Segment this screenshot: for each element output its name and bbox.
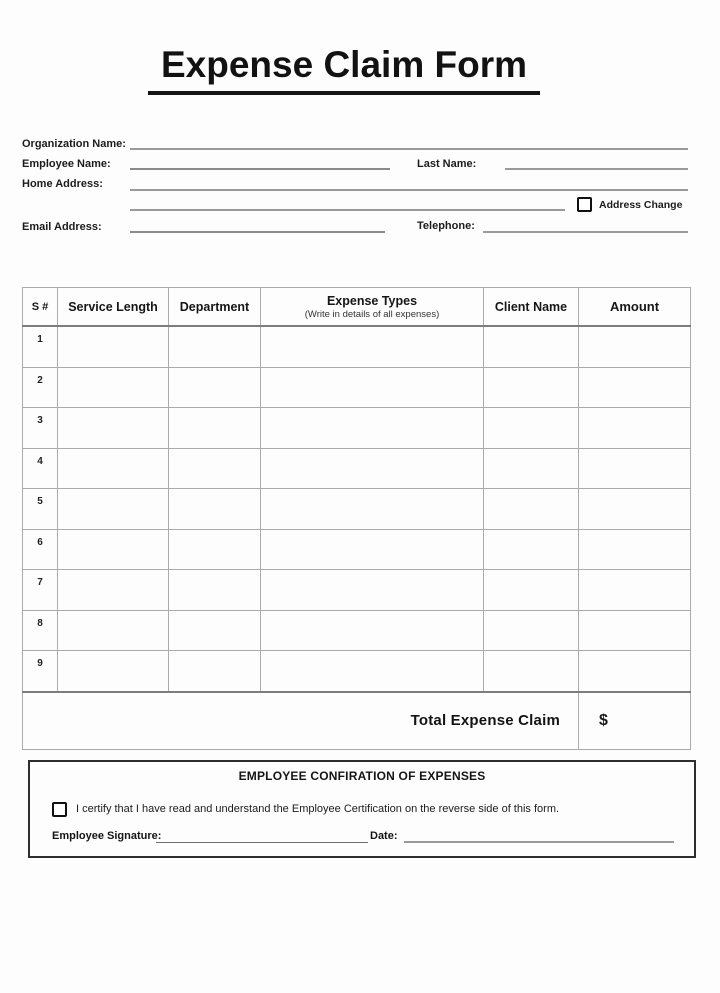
client-name-cell[interactable] <box>484 408 579 449</box>
expense-types-note: (Write in details of all expenses) <box>304 308 440 320</box>
table-row <box>23 610 691 651</box>
serial-cell: 6 <box>23 529 58 570</box>
service-length-cell[interactable] <box>58 651 169 692</box>
client-name-cell[interactable] <box>484 651 579 692</box>
service-length-cell[interactable] <box>58 489 169 530</box>
email-address-field-line[interactable] <box>130 231 385 233</box>
confirmation-title: EMPLOYEE CONFIRATION OF EXPENSES <box>238 769 486 783</box>
department-cell[interactable] <box>169 326 261 367</box>
amount-cell[interactable] <box>579 651 691 692</box>
last-name-field-line[interactable] <box>505 168 688 170</box>
table-row <box>23 570 691 611</box>
expense-types-cell[interactable] <box>261 529 484 570</box>
serial-cell: 2 <box>23 367 58 408</box>
col-header-client-name: Client Name <box>484 288 579 327</box>
expense-types-cell[interactable] <box>261 610 484 651</box>
employee-name-label: Employee Name: <box>22 158 111 170</box>
department-cell[interactable] <box>169 448 261 489</box>
service-length-cell[interactable] <box>58 448 169 489</box>
amount-cell[interactable] <box>579 326 691 367</box>
col-header-expense-types <box>261 288 484 327</box>
expense-types-title: Expense Types <box>326 293 418 308</box>
client-name-cell[interactable] <box>484 326 579 367</box>
table-row <box>23 448 691 489</box>
amount-cell[interactable] <box>579 367 691 408</box>
service-length-cell[interactable] <box>58 408 169 449</box>
service-length-cell[interactable] <box>58 529 169 570</box>
service-length-cell[interactable] <box>58 570 169 611</box>
expense-types-cell[interactable] <box>261 326 484 367</box>
department-cell[interactable] <box>169 529 261 570</box>
employee-name-field-line[interactable] <box>130 168 390 170</box>
department-cell[interactable] <box>169 651 261 692</box>
col-header-amount: Amount <box>579 288 691 327</box>
department-cell[interactable] <box>169 408 261 449</box>
date-label: Date: <box>370 830 398 842</box>
table-row <box>23 408 691 449</box>
serial-cell: 8 <box>23 610 58 651</box>
address-change-label: Address Change <box>599 199 683 211</box>
col-header-service-length: Service Length <box>58 288 169 327</box>
serial-cell: 9 <box>23 651 58 692</box>
organization-name-label: Organization Name: <box>22 138 126 150</box>
serial-cell: 4 <box>23 448 58 489</box>
expense-types-cell[interactable] <box>261 651 484 692</box>
telephone-field-line[interactable] <box>483 231 688 233</box>
address-change-checkbox[interactable] <box>577 197 592 212</box>
currency-symbol: $ <box>599 711 608 729</box>
client-name-cell[interactable] <box>484 610 579 651</box>
client-name-cell[interactable] <box>484 570 579 611</box>
date-field-line[interactable] <box>404 841 674 843</box>
organization-name-field-line[interactable] <box>130 148 688 150</box>
col-header-department: Department <box>169 288 261 327</box>
employee-confirmation-section <box>28 760 696 858</box>
expense-types-cell[interactable] <box>261 448 484 489</box>
expense-table <box>22 287 691 750</box>
amount-cell[interactable] <box>579 570 691 611</box>
amount-cell[interactable] <box>579 408 691 449</box>
client-name-cell[interactable] <box>484 489 579 530</box>
amount-cell[interactable] <box>579 448 691 489</box>
department-cell[interactable] <box>169 610 261 651</box>
total-row <box>23 692 691 750</box>
table-row <box>23 367 691 408</box>
serial-cell: 1 <box>23 326 58 367</box>
home-address-field-line[interactable] <box>130 189 688 191</box>
certify-statement: I certify that I have read and understand the Employee Certification on the reverse side of this form. <box>76 803 560 815</box>
telephone-label: Telephone: <box>417 220 475 232</box>
client-name-cell[interactable] <box>484 367 579 408</box>
table-row <box>23 651 691 692</box>
department-cell[interactable] <box>169 367 261 408</box>
expense-types-cell[interactable] <box>261 408 484 449</box>
service-length-cell[interactable] <box>58 367 169 408</box>
amount-cell[interactable] <box>579 529 691 570</box>
expense-types-cell[interactable] <box>261 489 484 530</box>
client-name-cell[interactable] <box>484 529 579 570</box>
department-cell[interactable] <box>169 570 261 611</box>
home-address-label: Home Address: <box>22 178 103 190</box>
serial-cell: 5 <box>23 489 58 530</box>
certify-checkbox[interactable] <box>52 802 67 817</box>
serial-cell: 7 <box>23 570 58 611</box>
employee-signature-label: Employee Signature: <box>52 830 162 842</box>
page-title: Expense Claim Form <box>148 44 540 95</box>
home-address-field-line-2[interactable] <box>130 209 565 211</box>
last-name-label: Last Name: <box>417 158 477 170</box>
employee-signature-field-line[interactable] <box>156 842 368 843</box>
client-name-cell[interactable] <box>484 448 579 489</box>
table-row <box>23 529 691 570</box>
total-expense-claim-label: Total Expense Claim <box>23 692 579 750</box>
table-header-row <box>23 288 691 327</box>
total-amount-cell[interactable] <box>579 692 691 750</box>
department-cell[interactable] <box>169 489 261 530</box>
serial-cell: 3 <box>23 408 58 449</box>
col-header-serial: S # <box>23 288 58 327</box>
table-row <box>23 326 691 367</box>
table-row <box>23 489 691 530</box>
email-address-label: Email Address: <box>22 221 102 233</box>
expense-types-cell[interactable] <box>261 570 484 611</box>
expense-types-cell[interactable] <box>261 367 484 408</box>
service-length-cell[interactable] <box>58 610 169 651</box>
amount-cell[interactable] <box>579 610 691 651</box>
service-length-cell[interactable] <box>58 326 169 367</box>
amount-cell[interactable] <box>579 489 691 530</box>
